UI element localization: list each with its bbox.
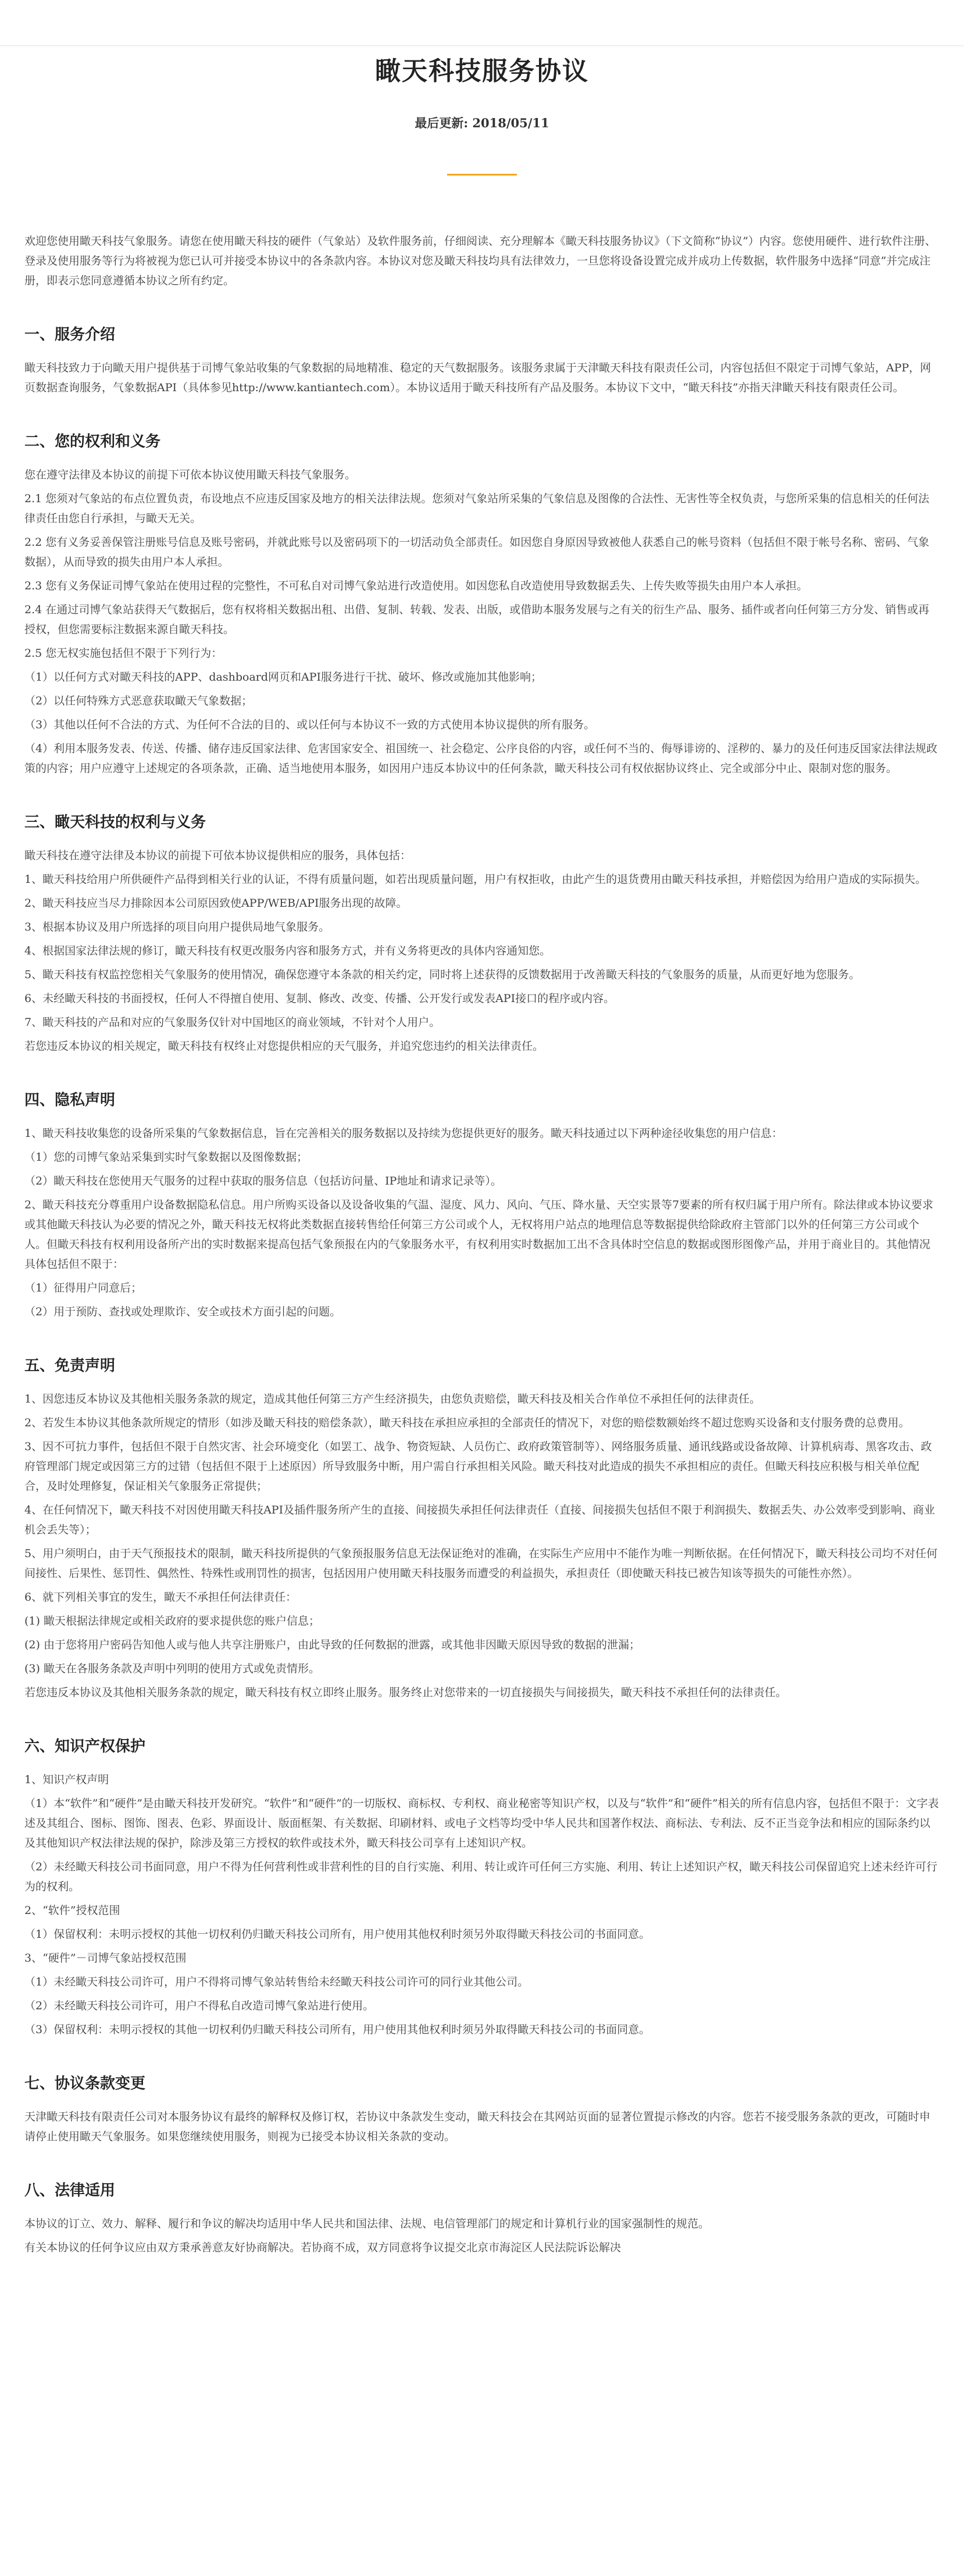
section-5: [24, 1355, 940, 1702]
section-paragraph: （1）以任何方式对瞰天科技的APP、dashboard网页和API服务进行干扰、破坏、修改或施加其他影响；: [24, 671, 542, 684]
section-paragraph: (2) 由于您将用户密码告知他人或与他人共享注册账户，由此导致的任何数据的泄露，或其他非因瞰天原因导致的数据的泄漏；: [24, 1638, 640, 1651]
section-paragraph: （1）未经瞰天科技公司许可，用户不得将司博气象站转售给未经瞰天科技公司许可的同行业其他公司。: [24, 1976, 529, 1988]
section-paragraph: 2、若发生本协议其他条款所规定的情形（如涉及瞰天科技的赔偿条款），瞰天科技在承担应承担的全部责任的情况下，对您的赔偿数额始终不超过您购买设备和支付服务费的总费用。: [24, 1416, 910, 1429]
section-4: [24, 1090, 940, 1322]
section-heading: 三、瞰天科技的权利与义务: [24, 814, 206, 831]
section-7: [24, 2073, 940, 2146]
section-paragraph: 1、知识产权声明: [24, 1773, 109, 1786]
section-paragraph: 5、用户须明白，由于天气预报技术的限制，瞰天科技所提供的气象预报服务信息无法保证绝对的准确，在实际生产应用中不能作为唯一判断依据。在任何情况下，瞰天科技公司均不对任何间接性、后果性、惩罚性、偶然性、特殊性或刑罚性的损害，包括因用户使用瞰天科技服务而遭受的利益损失，承担责任（即使瞰天科技已被告知该等损失的可能性亦然）。: [24, 1547, 938, 1580]
section-paragraph: 瞰天科技在遵守法律及本协议的前提下可依本协议提供相应的服务，具体包括：: [24, 849, 412, 862]
section-paragraph: 2、“软件”授权范围: [24, 1904, 120, 1917]
section-heading: 四、隐私声明: [24, 1092, 116, 1109]
section-paragraph: 3、因不可抗力事件，包括但不限于自然灾害、社会环境变化（如罢工、战争、物资短缺、人员伤亡、政府政策管制等）、网络服务质量、通讯线路或设备故障、计算机病毒、黑客攻击、政府管理部门规定或因第三方的过错（包括但不限于上述原因）所导致服务中断，用户需自行承担相关风险。瞰天科技对此造成的损失不承担相应的责任。但瞰天科技应积极与相关单位配合，及时处理修复，保证相关气象服务正常提供；: [24, 1440, 932, 1493]
section-paragraph: 2、瞰天科技充分尊重用户设备数据隐私信息。用户所购买设备以及设备收集的气温、湿度、风力、风向、气压、降水量、天空实景等7要素的所有权归属于用户所有。除法律或本协议要求或其他瞰天科技认为必要的情况之外，瞰天科技无权将此类数据直接转售给任何第三方公司或个人，无权将用户站点的地理信息等数据提供给除政府主管部门以外的任何第三方公司或个人。但瞰天科技有权利用设备所产出的实时数据来提高包括气象预报在内的气象服务水平，有权利用实时数据加工出不含具体时空信息的数据或图形图像产品，并用于商业目的。其他情况具体包括但不限于：: [24, 1198, 934, 1271]
section-paragraph: 6、就下列相关事宜的发生，瞰天不承担任何法律责任：: [24, 1591, 297, 1604]
section-paragraph: 3、“硬件”－司博气象站授权范围: [24, 1952, 187, 1965]
section-paragraph: 2.5 您无权实施包括但不限于下列行为：: [24, 647, 223, 660]
section-heading: 七、协议条款变更: [24, 2075, 146, 2092]
section-paragraph: （4）利用本服务发表、传送、传播、储存违反国家法律、危害国家安全、祖国统一、社会稳定、公序良俗的内容，或任何不当的、侮辱诽谤的、淫秽的、暴力的及任何违反国家法律法规政策的内容；用户应遵守上述规定的各项条款，正确、适当地使用本服务，如因用户违反本协议中的任何条款，瞰天科技公司有权依据协议终止、完全或部分中止、限制对您的服务。: [24, 742, 938, 775]
section-1: [24, 324, 940, 398]
page-title: 瞰天科技服务协议: [375, 56, 589, 86]
section-paragraph: 6、未经瞰天科技的书面授权，任何人不得擅自使用、复制、修改、改变、传播、公开发行或发表API接口的程序或内容。: [24, 992, 615, 1005]
intro-section: [24, 231, 940, 291]
section-paragraph: 7、瞰天科技的产品和对应的气象服务仅针对中国地区的商业领域，不针对个人用户。: [24, 1016, 441, 1029]
section-paragraph: 若您违反本协议的相关规定，瞰天科技有权终止对您提供相应的天气服务，并追究您违约的相关法律责任。: [24, 1040, 544, 1053]
section-heading: 八、法律适用: [24, 2182, 116, 2199]
section-paragraph: （2）瞰天科技在您使用天气服务的过程中获取的服务信息（包括访问量、IP地址和请求记录等）。: [24, 1175, 502, 1187]
section-heading: 五、免责声明: [24, 1357, 116, 1375]
intro-paragraph: 欢迎您使用瞰天科技气象服务。请您在使用瞰天科技的硬件（气象站）及软件服务前，仔细阅读、充分理解本《瞰天科技服务协议》（下文简称“协议”）内容。您使用硬件、进行软件注册、登录及使用服务等行为将被视为您已认可并接受本协议中的各条款内容。本协议对您及瞰天科技均具有法律效力，一旦您将设备设置完成并成功上传数据，软件服务中选择“同意”并完成注册，即表示您同意遵循本协议之所有约定。: [24, 235, 936, 287]
section-paragraph: （1）本“软件”和“硬件”是由瞰天科技开发研究。“软件”和“硬件”的一切版权、商标权、专利权、商业秘密等知识产权，以及与“软件”和“硬件”相关的所有信息内容，包括但不限于：文字表述及其组合、图标、图饰、图表、色彩、界面设计、版面框架、有关数据、印刷材料、或电子文档等均受中华人民共和国著作权法、商标法、专利法、反不正当竞争法和相应的国际条约以及其他知识产权法律法规的保护，除涉及第三方授权的软件或技术外，瞰天科技公司享有上述知识产权。: [24, 1797, 939, 1849]
section-paragraph: 1、瞰天科技收集您的设备所采集的气象数据信息，旨在完善相关的服务数据以及持续为您提供更好的服务。瞰天科技通过以下两种途径收集您的用户信息：: [24, 1127, 783, 1140]
section-paragraph: 瞰天科技致力于向瞰天用户提供基于司博气象站收集的气象数据的局地精准、稳定的天气数据服务。该服务隶属于天津瞰天科技有限责任公司，内容包括但不限定于司博气象站，APP，网页数据查询服务，气象数据API（具体参见http://www.kantiantech.com）。本协议适用于瞰天科技所有产品及服务。本协议下文中，“瞰天科技”亦指天津瞰天科技有限责任公司。: [24, 362, 931, 394]
section-paragraph: 1、因您违反本协议及其他相关服务条款的规定，造成其他任何第三方产生经济损失，由您负责赔偿，瞰天科技及相关合作单位不承担任何的法律责任。: [24, 1393, 761, 1405]
section-paragraph: 若您违反本协议及其他相关服务条款的规定，瞰天科技有权立即终止服务。服务终止对您带来的一切直接损失与间接损失，瞰天科技不承担任何的法律责任。: [24, 1686, 787, 1699]
agreement-sections: [24, 324, 940, 2257]
section-paragraph: 2、瞰天科技应当尽力排除因本公司原因致使APP/WEB/API服务出现的故障。: [24, 897, 408, 910]
agreement-document: [0, 54, 964, 2257]
section-paragraph: （2）用于预防、查找或处理欺诈、安全或技术方面引起的问题。: [24, 1305, 341, 1318]
section-heading: 六、知识产权保护: [24, 1738, 146, 1755]
last-updated-date: 最后更新: 2018/05/11: [415, 116, 549, 130]
section-paragraph: 2.1 您须对气象站的布点位置负责，布设地点不应违反国家及地方的相关法律法规。您须对气象站所采集的气象信息及图像的合法性、无害性等全权负责，与您所采集的信息相关的任何法律责任由您自行承担，与瞰天无关。: [24, 492, 930, 525]
section-paragraph: 天津瞰天科技有限责任公司对本服务协议有最终的解释权及修订权，若协议中条款发生变动，瞰天科技会在其网站页面的显著位置提示修改的内容。您若不接受服务条款的更改，可随时申请停止使用瞰天气象服务。如果您继续使用服务，则视为已接受本协议相关条款的变动。: [24, 2110, 931, 2143]
title-divider: [447, 174, 517, 176]
section-heading: 一、服务介绍: [24, 326, 116, 344]
section-paragraph: 2.4 在通过司博气象站获得天气数据后，您有权将相关数据出租、出借、复制、转载、发表、出版，或借助本服务发展与之有关的衍生产品、服务、插件或者向任何第三方分发、销售或再授权，但您需要标注数据来源自瞰天科技。: [24, 603, 930, 636]
section-paragraph: 1、瞰天科技给用户所供硬件产品得到相关行业的认证，不得有质量问题，如若出现质量问题，用户有权拒收，由此产生的退货费用由瞰天科技承担，并赔偿因为给用户造成的实际损失。: [24, 873, 927, 886]
section-paragraph: 2.3 您有义务保证司博气象站在使用过程的完整性，不可私自对司博气象站进行改造使用。如因您私自改造使用导致数据丢失、上传失败等损失由用户本人承担。: [24, 579, 808, 592]
section-heading: 二、您的权利和义务: [24, 433, 161, 450]
section-paragraph: (1) 瞰天根据法律规定或相关政府的要求提供您的账户信息；: [24, 1615, 320, 1627]
section-paragraph: 4、在任何情况下，瞰天科技不对因使用瞰天科技API及插件服务所产生的直接、间接损失承担任何法律责任（直接、间接损失包括但不限于利润损失、数据丢失、办公效率受到影响、商业机会丢失等）；: [24, 1504, 936, 1536]
top-navigation-bar: [0, 0, 964, 46]
section-paragraph: （1）您的司博气象站采集到实时气象数据以及图像数据；: [24, 1151, 308, 1164]
section-paragraph: 4、根据国家法律法规的修订，瞰天科技有权更改服务内容和服务方式，并有义务将更改的具体内容通知您。: [24, 944, 551, 957]
section-paragraph: 本协议的订立、效力、解释、履行和争议的解决均适用中华人民共和国法律、法规、电信管理部门的规定和计算机行业的国家强制性的规范。: [24, 2217, 710, 2230]
section-6: [24, 1736, 940, 2040]
section-paragraph: 2.2 您有义务妥善保管注册账号信息及账号密码，并就此账号以及密码项下的一切活动负全部责任。如因您自身原因导致被他人获悉自己的帐号资料（包括但不限于帐号名称、密码、气象数据），从而导致的损失由用户本人承担。: [24, 536, 930, 568]
section-8: [24, 2180, 940, 2257]
section-paragraph: 5、瞰天科技有权监控您相关气象服务的使用情况，确保您遵守本条款的相关约定，同时将上述获得的反馈数据用于改善瞰天科技的气象服务的质量，从而更好地为您服务。: [24, 968, 861, 981]
section-paragraph: 3、根据本协议及用户所选择的项目向用户提供局地气象服务。: [24, 921, 330, 933]
section-paragraph: （3）其他以任何不合法的方式、为任何不合法的目的、或以任何与本协议不一致的方式使用本协议提供的所有服务。: [24, 718, 595, 731]
section-paragraph: （2）以任何特殊方式恶意获取瞰天气象数据；: [24, 695, 253, 707]
section-paragraph: （1）保留权利：未明示授权的其他一切权利仍归瞰天科技公司所有，用户使用其他权利时须另外取得瞰天科技公司的书面同意。: [24, 1928, 651, 1941]
section-paragraph: （3）保留权利：未明示授权的其他一切权利仍归瞰天科技公司所有，用户使用其他权利时须另外取得瞰天科技公司的书面同意。: [24, 2023, 651, 2036]
section-paragraph: 有关本协议的任何争议应由双方秉承善意友好协商解决。若协商不成，双方同意将争议提交北京市海淀区人民法院诉讼解决: [24, 2241, 622, 2254]
section-paragraph: （1）征得用户同意后；: [24, 1282, 142, 1294]
section-2: [24, 431, 940, 778]
section-paragraph: （2）未经瞰天科技公司许可，用户不得私自改造司博气象站进行使用。: [24, 1999, 374, 2012]
section-paragraph: （2）未经瞰天科技公司书面同意，用户不得为任何营利性或非营利性的目的自行实施、利用、转让或许可任何三方实施、利用、转让上述知识产权，瞰天科技公司保留追究上述未经许可行为的权利。: [24, 1861, 938, 1893]
section-3: [24, 812, 940, 1056]
section-paragraph: 您在遵守法律及本协议的前提下可依本协议使用瞰天科技气象服务。: [24, 468, 356, 481]
section-paragraph: (3) 瞰天在各服务条款及声明中列明的使用方式或免责情形。: [24, 1662, 320, 1675]
